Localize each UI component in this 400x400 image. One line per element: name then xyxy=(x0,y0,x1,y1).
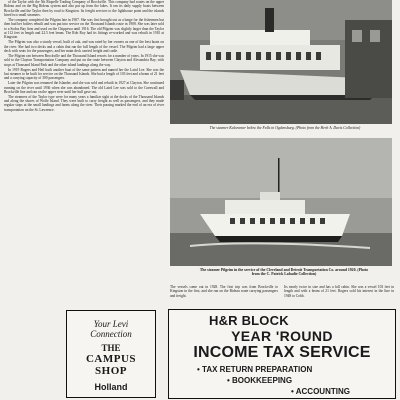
caption-middle-photo: The steamer Pilgrim in the service of the Cleveland and Detroit Transportation Co. around 1920. (Photo from the C. Patrick Labadie Collection) xyxy=(199,268,369,277)
bullet-icon: • xyxy=(291,387,296,396)
levi-ad-line2: Connection xyxy=(90,329,132,339)
levi-ad-line4: CAMPUS xyxy=(85,353,137,365)
levi-campus-shop-ad xyxy=(66,310,156,398)
hr-block-ad xyxy=(168,309,396,399)
steamer-photo-middle-image xyxy=(170,138,392,266)
article-right-lower-b: Its nearly twice in size and has a full cabin. She was a vessel 103 feet in length and with a beam of 21 feet. Rogers sold his interest in the line in 1948 to Cobb. xyxy=(284,285,394,298)
article-paragraph: The Pilgrim ran between Brockville and the Thousand Island resorts for a number of years. In 1915 she was sold to the Clayton Transportation Company and put on the route between Clayton and Alexandria Bay, with stops at Thousand Island Park and the other island landings along the way. xyxy=(4,53,164,67)
levi-ad-line5: SHOP xyxy=(95,365,127,377)
levi-ad-line3: THE xyxy=(101,343,121,353)
caption-top-photo: The steamer Kaloramer below the Falls in Ogdensburg. (Photo from the Herb A. Davis Collection) xyxy=(209,126,361,130)
bullet-icon: • xyxy=(227,376,233,385)
steamer-photo-middle xyxy=(170,138,392,266)
hr-block-logo xyxy=(209,313,289,328)
hr-block-headline2: INCOME TAX SERVICE xyxy=(193,344,371,361)
hr-block-item-accounting: • ACCOUNTING xyxy=(291,387,350,396)
article-paragraph: Later the Pilgrim was renamed the Islander, and she was sold and rebuilt in 1927 at Clayton. She continued running on the river until 1936 when she was abandoned. The old Laird Lee was sold to the Cornwall and Brockville line and ran on the upper river until her hull gave out. xyxy=(4,81,164,94)
levi-ad-line1: Your Levi xyxy=(93,319,129,329)
article-paragraph: of the Taylor with the 5th Riopelle Trading Company of Brockville. This company had routes on the upper Rideau and on the Big Rideau system and also put up from the lakes. It ran its daily supply boats between Brockville and the Taylor then by road to Kingston. Its freight services to the lighthouse point and the islands hired two small steamers. xyxy=(4,0,164,18)
article-paragraph: The company completed the Pilgrim late in 1907. She was first brought out as a barge for the fishermen but then had her boilers rebuilt and was put into service on the Thousand Islands route in 1908. She was later sold to a Sodus Bay firm and used on the Chippewa until 1916. The old Pilgrim was slightly larger than the Taylor at 112 feet in length and 22.5 feet beam. The Rob Roy had its fittings re-worked and was rebuilt in 1910 at Kingston. xyxy=(4,17,164,40)
hr-block-headline1: YEAR 'ROUND xyxy=(231,328,333,344)
article-right-lower-a: The vessels came out in 1928. The first trip was from Brockville to Kingston in the first, and she ran on the Rideau route carrying passengers and freight. xyxy=(170,285,278,298)
hr-block-item-tax: • TAX RETURN PREPARATION xyxy=(197,365,313,374)
levi-ad-line6: Holland xyxy=(94,382,128,392)
hr-block-item-bookkeeping: • BOOKKEEPING xyxy=(227,376,293,385)
article-left-column xyxy=(4,0,164,360)
steamer-photo-top xyxy=(170,0,392,124)
article-paragraph: The Pilgrim was also a sturdy vessel, built of oak, and was rated by her owners as one of the best boats on the river. She had two decks and a cabin that ran the full length of the vessel. The Pilgrim had a large upper deck with seats for the passengers, and her main deck carried freight and cattle. xyxy=(4,40,164,53)
steamer-photo-top-image xyxy=(170,0,392,124)
article-paragraph: In 1919 Rogers and Heil built another boat of the same pattern and named her the Laird Lee. She was the last steamer to be built for service on the Thousand Islands. She had a length of 103 feet and a beam of 21 feet and a carrying capacity of 300 passengers. xyxy=(4,67,164,81)
article-paragraph: The steamers of the Taylor type were for many years a familiar sight at the docks of the Thousand Islands and along the shores of Wolfe Island. They were built to carry freight as well as passengers, and they made regular stops at the small landings and farms along the river. Their passing marked the end of an era of river transportation on the St. Lawrence. xyxy=(4,94,164,112)
bullet-icon: • xyxy=(197,365,203,374)
hr-block-brand: H&R BLOCK xyxy=(209,313,289,328)
